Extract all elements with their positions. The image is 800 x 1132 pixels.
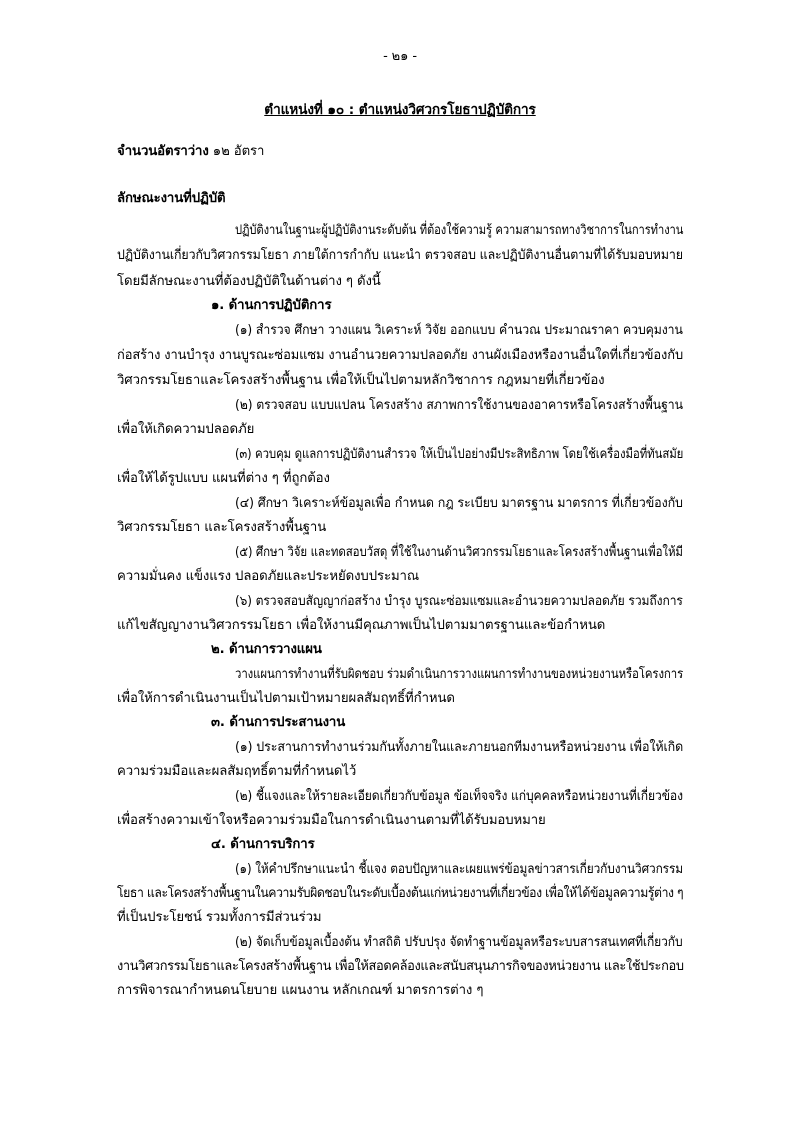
item-line: (๕) ศึกษา วิจัย และทดสอบวัสดุ ที่ใช้ในงานด้านวิศวกรรมโยธาและโครงสร้างพื้นฐานเพื่อให้มี [235,545,683,560]
item-line: ความมั่นคง แข็งแรง ปลอดภัยและประหยัดงบประมาณ [117,569,419,584]
section-heading: ๑. ด้านการปฏิบัติการ [211,298,332,313]
vacancy-line [117,142,264,162]
item-line: (๒) ตรวจสอบ แบบแปลน โครงสร้าง สภาพการใช้งานของอาคารหรือโครงสร้างพื้นฐาน [235,398,683,413]
item-line: วางแผนการทำงานที่รับผิดชอบ ร่วมดำเนินการวางแผนการทำงานของหน่วยงานหรือโครงการ [235,667,684,682]
item-line: โยธา และโครงสร้างพื้นฐานในความรับผิดชอบในระดับเบื้องต้นแก่หน่วยงานที่เกี่ยวข้อง เพื่อให้ได้ข้อมูลความรู้ต่าง ๆ [117,886,684,901]
position-title: ตำแหน่งที่ ๑๐ : ตำแหน่งวิศวกรโยธาปฏิบัติการ [264,102,536,118]
vacancy-label: จำนวนอัตราว่าง [117,144,209,159]
item-line: (๔) ศึกษา วิเคราะห์ข้อมูลเพื่อ กำหนด กฎ ระเบียบ มาตรฐาน มาตรการ ที่เกี่ยวข้องกับ [235,496,683,511]
item-line: เพื่อให้เกิดความปลอดภัย [117,422,255,437]
page-number: - ๒๑ - [383,49,417,64]
section-heading: ๒. ด้านการวางแผน [211,642,322,657]
intro-line: ปฏิบัติงานในฐานะผู้ปฏิบัติงานระดับต้น ที่ต้องใช้ความรู้ ความสามารถทางวิชาการในการทำงาน [235,223,684,238]
intro-line: ปฏิบัติงานเกี่ยวกับวิศวกรรมโยธา ภายใต้การกำกับ แนะนำ ตรวจสอบ และปฏิบัติงานอื่นตามที่ได้รับมอบหมาย [117,248,683,263]
item-line: ความร่วมมือและผลสัมฤทธิ์ตามที่กำหนดไว้ [117,764,357,779]
item-line: วิศวกรรมโยธา และโครงสร้างพื้นฐาน [117,520,327,535]
item-line: เพื่อให้การดำเนินงานเป็นไปตามเป้าหมายผลสัมฤทธิ์ที่กำหนด [117,691,455,706]
vacancy-count: ๑๒ อัตรา [212,144,265,159]
item-line: งานวิศวกรรมโยธาและโครงสร้างพื้นฐาน เพื่อให้สอดคล้องและสนับสนุนภารกิจของหน่วยงาน และใช้ประกอบ [117,959,684,974]
item-line: เพื่อให้ได้รูปแบบ แผนที่ต่าง ๆ ที่ถูกต้อง [117,471,330,486]
item-line: ก่อสร้าง งานบำรุง งานบูรณะซ่อมแซม งานอำนวยความปลอดภัย งานผังเมืองหรืองานอื่นใดที่เกี่ยวข้องกับ [117,348,684,363]
item-line: (๓) ควบคุม ดูแลการปฏิบัติงานสำรวจ ให้เป็นไปอย่างมีประสิทธิภาพ โดยใช้เครื่องมือที่ทันสมัย [235,447,684,462]
section-heading: ๔. ด้านการบริการ [211,837,315,852]
item-line: แก้ไขสัญญางานวิศวกรรมโยธา เพื่อให้งานมีคุณภาพเป็นไปตามมาตรฐานและข้อกำหนด [117,618,606,633]
intro-line: โดยมีลักษณะงานที่ต้องปฏิบัติในด้านต่าง ๆ ดังนี้ [117,274,381,289]
duties-heading: ลักษณะงานที่ปฏิบัติ [117,191,226,206]
item-line: (๑) ประสานการทำงานร่วมกันทั้งภายในและภายนอกทีมงานหรือหน่วยงาน เพื่อให้เกิด [235,740,684,755]
item-line: (๒) จัดเก็บข้อมูลเบื้องต้น ทำสถิติ ปรับปรุง จัดทำฐานข้อมูลหรือระบบสารสนเทศที่เกี่ยวกับ [235,935,683,950]
item-line: (๒) ชี้แจงและให้รายละเอียดเกี่ยวกับข้อมูล ข้อเท็จจริง แก่บุคคลหรือหน่วยงานที่เกี่ยวข้อง [235,789,683,804]
item-line: (๖) ตรวจสอบสัญญาก่อสร้าง บำรุง บูรณะซ่อมแซมและอำนวยความปลอดภัย รวมถึงการ [235,594,683,609]
item-line: เพื่อสร้างความเข้าใจหรือความร่วมมือในการดำเนินงานตามที่ได้รับมอบหมาย [117,813,546,828]
item-line: (๑) ให้คำปรึกษาแนะนำ ชี้แจง ตอบปัญหาและเผยแพร่ข้อมูลข่าวสารเกี่ยวกับงานวิศวกรรม [235,862,683,877]
item-line: ที่เป็นประโยชน์ รวมทั้งการมีส่วนร่วม [117,910,322,925]
section-heading: ๓. ด้านการประสานงาน [211,715,346,730]
item-line: (๑) สำรวจ ศึกษา วางแผน วิเคราะห์ วิจัย ออกแบบ คำนวณ ประมาณราคา ควบคุมงาน [235,323,683,338]
item-line: การพิจารณากำหนดนโยบาย แผนงาน หลักเกณฑ์ มาตรการต่าง ๆ [117,983,484,998]
item-line: วิศวกรรมโยธาและโครงสร้างพื้นฐาน เพื่อให้เป็นไปตามหลักวิชาการ กฎหมายที่เกี่ยวข้อง [117,373,605,388]
